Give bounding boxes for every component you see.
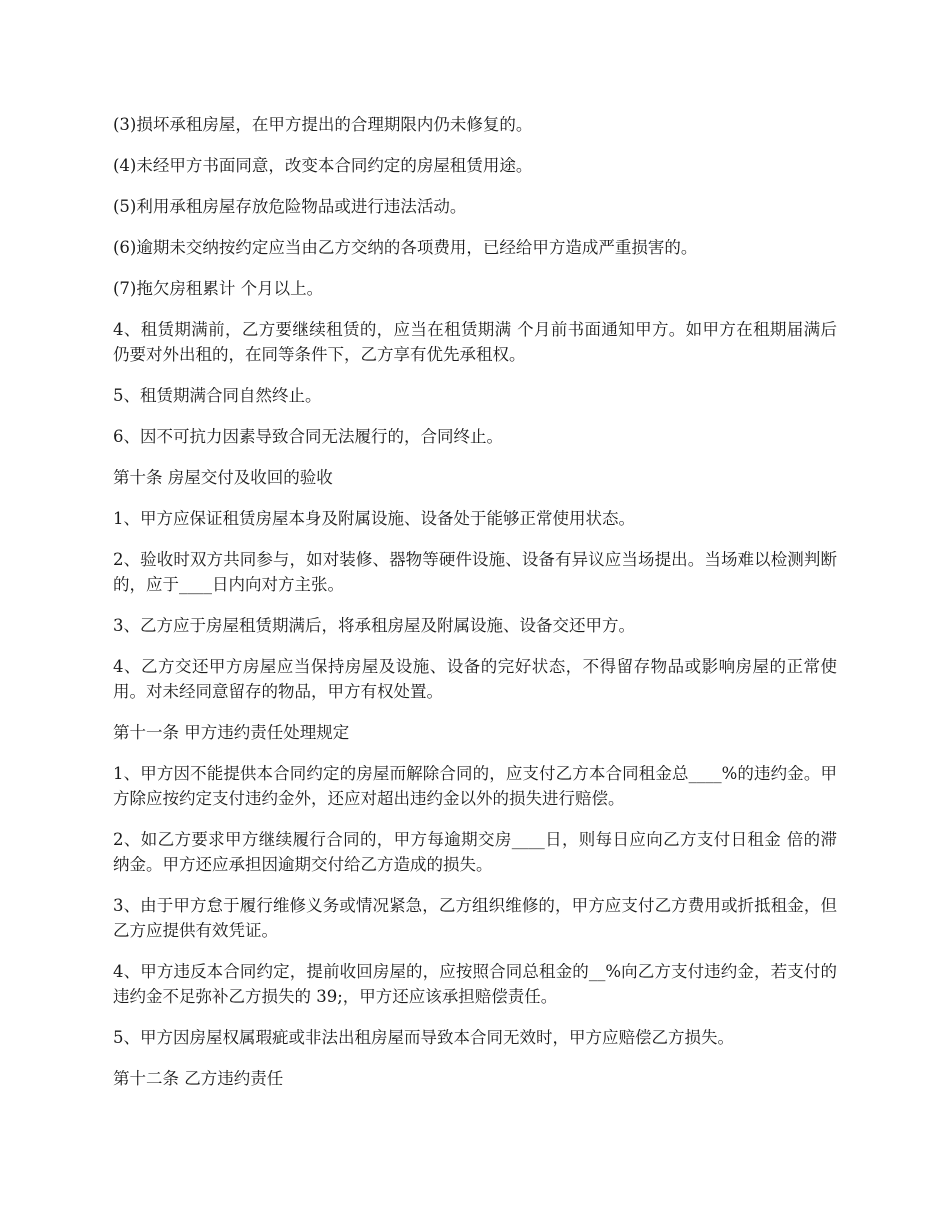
clause-item-7: (7)拖欠房租累计 个月以上。	[113, 279, 324, 298]
section-heading-12: 第十二条 乙方违约责任	[113, 1069, 284, 1088]
clause-item-6: (6)逾期未交纳按约定应当由乙方交纳的各项费用，已经给甲方造成严重损害的。	[113, 238, 698, 257]
renewal-paragraph: 4、租赁期满前，乙方要继续租赁的，应当在租赁期满 个月前书面通知甲方。如甲方在租期届满后仍要对外出租的，在同等条件下，乙方享有优先承租权。	[113, 320, 837, 364]
clause-item-4: (4)未经甲方书面同意，改变本合同约定的房屋租赁用途。	[113, 156, 533, 175]
clause-item-5: (5)利用承租房屋存放危险物品或进行违法活动。	[113, 197, 467, 216]
section-10-item-2: 2、验收时双方共同参与，如对装修、器物等硬件设施、设备有异议应当场提出。当场难以检测判断的，应于____日内向对方主张。	[113, 550, 837, 594]
section-11-item-3: 3、由于甲方怠于履行维修义务或情况紧急，乙方组织维修的，甲方应支付乙方费用或折抵租金，但乙方应提供有效凭证。	[113, 896, 837, 940]
section-11-item-4: 4、甲方违反本合同约定，提前收回房屋的，应按照合同总租金的__%向乙方支付违约金，若支付的违约金不足弥补乙方损失的 39;，甲方还应该承担赔偿责任。	[113, 962, 837, 1006]
section-10-item-1: 1、甲方应保证租赁房屋本身及附属设施、设备处于能够正常使用状态。	[113, 509, 635, 528]
document-body	[113, 112, 837, 1107]
section-11-item-1: 1、甲方因不能提供本合同约定的房屋而解除合同的，应支付乙方本合同租金总____%的违约金。甲方除应按约定支付违约金外，还应对超出违约金以外的损失进行赔偿。	[113, 764, 837, 808]
force-majeure-paragraph: 6、因不可抗力因素导致合同无法履行的，合同终止。	[113, 427, 503, 446]
section-11-item-2: 2、如乙方要求甲方继续履行合同的，甲方每逾期交房____日，则每日应向乙方支付日租金 倍的滞纳金。甲方还应承担因逾期交付给乙方造成的损失。	[113, 830, 837, 874]
clause-item-3: (3)损坏承租房屋，在甲方提出的合理期限内仍未修复的。	[113, 115, 533, 134]
section-11-item-5: 5、甲方因房屋权属瑕疵或非法出租房屋而导致本合同无效时，甲方应赔偿乙方损失。	[113, 1028, 734, 1047]
section-10-item-4: 4、乙方交还甲方房屋应当保持房屋及设施、设备的完好状态，不得留存物品或影响房屋的正常使用。对未经同意留存的物品，甲方有权处置。	[113, 657, 837, 701]
expiry-paragraph: 5、租赁期满合同自然终止。	[113, 386, 322, 405]
section-heading-10: 第十条 房屋交付及收回的验收	[113, 468, 333, 487]
section-10-item-3: 3、乙方应于房屋租赁期满后，将承租房屋及附属设施、设备交还甲方。	[113, 616, 635, 635]
section-heading-11: 第十一条 甲方违约责任处理规定	[113, 723, 350, 742]
